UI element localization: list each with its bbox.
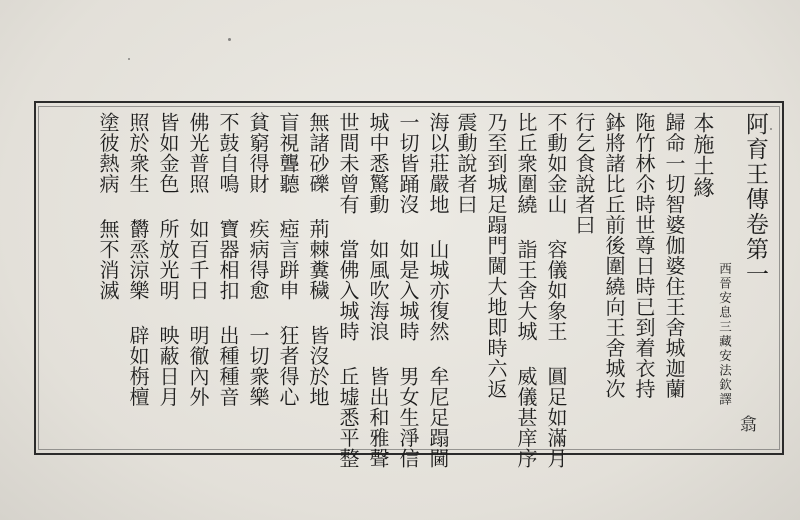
seal-mark: 翕 [740, 415, 757, 435]
verse-column: 不鼓自鳴 寶器相扣 出種種音 [216, 112, 240, 407]
text-column: 歸命一切智婆伽婆住王舍城迦蘭 [662, 112, 686, 399]
verse-column: 無諸砂礫 荊棘糞穢 皆沒於地 [306, 112, 330, 407]
verse-column: 世間未曾有 當佛入城時 丘墟悉平整 [336, 112, 360, 469]
text-column: 鉢將諸比丘前後圍繞向王舍城次 [602, 112, 626, 399]
scroll-title: 阿育王傳卷第一 [742, 112, 768, 287]
verse-column: 貧窮得財 疾病得愈 一切衆樂 [246, 112, 270, 407]
verse-column: 海以莊嚴地 山城亦復然 牟尼足蹋閫 [426, 112, 450, 469]
section-heading: 本施土緣 [691, 112, 715, 198]
verse-column: 皆如金色 所放光明 映蔽日月 [156, 112, 180, 407]
verse-column: 盲視聾聽 瘂言跰申 狂者得心 [276, 112, 300, 407]
text-column: 震動說者曰 [454, 112, 478, 215]
verse-column: 城中悉驚動 如風吹海浪 皆出和雅聲 [366, 112, 390, 469]
paper-speck [128, 58, 130, 60]
verse-column: 塗彼熱病 無不消滅 [96, 112, 120, 301]
paper-speck [228, 38, 231, 41]
verse-column: 不動如金山 容儀如象王 圓足如滿月 [544, 112, 568, 469]
verse-column: 比丘衆圍繞 詣王舍大城 威儀甚庠序 [514, 112, 538, 469]
text-column: 陁竹林尒時世尊日時已到着衣持 [632, 112, 656, 399]
text-column: 乃至到城足蹋門閫大地即時六返 [484, 112, 508, 399]
verse-column: 佛光普照 如百千日 明徹內外 [186, 112, 210, 407]
text-column: 行乞食說者曰 [572, 112, 596, 235]
verse-column: 照於衆生 欝烝涼樂 辟如栴檀 [126, 112, 150, 407]
verse-column: 一切皆踊沒 如是入城時 男女生淨信 [396, 112, 420, 469]
translator-line: 西晉安息三藏安法欽譯 [717, 262, 733, 407]
